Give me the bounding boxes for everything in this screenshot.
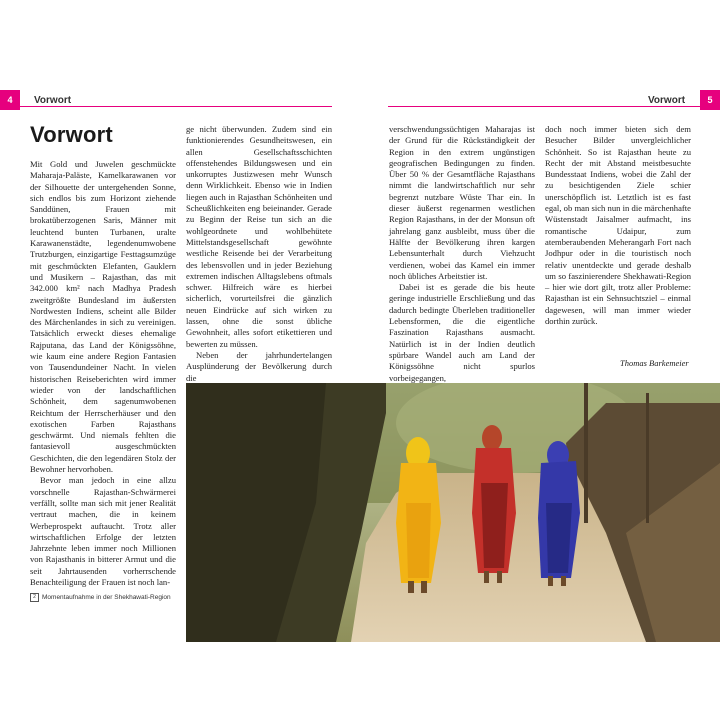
left-header-rule — [20, 106, 332, 107]
paragraph: Mit Gold und Juwelen geschmückte Maharaja-Paläste, Kamelkarawanen vor der Silhouette der untergehenden Sonne, sich endlos bis zum Horizont ziehende Sanddünen, Frauen mit brokatüberzogenen Saris, Männer mit leuchtend bunten Turbanen, uralte Karawanenstädte, legendenumwobene Trutzburgen, einzigartige Festtagsumzüge mit geschmückten Elefanten, Gauklern und Musikern – Rajasthan, das mit 342.000 km² nach Madhya Pradesh zweitgrößte Bundesland im äußersten Nordwesten Indiens, scheint alle Bilder des Märchenlandes in sich zu vereinigen. Tatsächlich erweckt dieses ehemalige Rajputana, das Land der Königssöhne, wie kaum eine andere Region Fantasien von Tausendundeiner Nacht. In vielen historischen Reiseberichten wird immer wieder von der landschaftlichen Schönheit, dem sagenumwobenen Reichtum der Herrscherhäuser und den exotischen Farben Rajasthans geschwärmt. Und niemals fehlten die fantasievoll ausgeschmückten Geschichten, die den legendären Stolz der Bewohner hervorhoben. — [30, 159, 176, 475]
paragraph: doch noch immer bieten sich dem Besucher Bilder unvergleichlicher Schönheit. So ist Rajasthan heute zu Recht der mit Abstand meistbesuchte Bundesstaat Indiens, wobei die Zahl der zu besichtigenden Ziele schier unerschöpflich ist. Letztlich ist es fast egal, ob man sich nun in die märchenhafte Wüstenstadt Jaisalmer aufmacht, ins romantische Udaipur, zum atemberaubenden Meherangarh Fort nach Jodhpur oder in die touristisch noch relativ unentdeckte und gerade deshalb um so faszinierendere Shekhawati-Region – hier wie dort gilt, trotz aller Probleme: Rajasthan ist ein Sehnsuchtsziel – einmal dagewesen, will man immer wieder dorthin zurück. — [545, 124, 691, 327]
woman-red-sari — [472, 425, 516, 583]
paragraph: Neben der jahrhundertelangen Ausplünderung der Bevölkerung durch die — [186, 349, 332, 383]
photo-women-on-path — [186, 383, 720, 642]
photo-caption — [30, 593, 171, 602]
text-column-2 — [186, 124, 332, 384]
right-running-title: Vorwort — [648, 95, 686, 106]
right-page-number-tab — [700, 90, 720, 110]
author-signature: Thomas Barkemeier — [620, 358, 689, 368]
left-page-number: 4 — [7, 95, 13, 105]
paragraph: Dabei ist es gerade die bis heute geringe industrielle Erschließung und das dadurch bedingte Überleben traditioneller Lebensformen, die die eigentliche Faszination Rajasthans ausmacht. Natürlich ist in der Indien deutlich spürbare Wandel auch am Land der Königssöhne nicht spurlos vorbeigegangen, — [389, 282, 535, 383]
page-title: Vorwort — [30, 122, 113, 147]
left-running-title: Vorwort — [34, 95, 72, 106]
left-page-number-tab — [0, 90, 20, 110]
caption-number-icon: 2 — [30, 593, 39, 602]
paragraph: ge nicht überwunden. Zudem sind ein funktionierendes Gesundheitswesen, ein allen Gesellschaftsschichten offenstehendes Bildungswesen und ein unkorruptes Justizwesen mehr Wunsch denn Wirklichkeit. Ebenso wie in Indien liegen auch in Rajasthan Schönheiten und Scheußlichkeiten eng beieinander. Gerade zu Beginn der Reise tun sich an die wohlgeordnete und wohlbehütete Mittelstandsgesellschaft gewöhnte westliche Reisende bei der Verarbeitung des lebensvollen und in jeder Beziehung extremen indischen Alltagslebens oftmals schwer. Hilfreich wäre es hierbei sicherlich, vorurteilsfrei die gänzlich neuen Eindrücke auf sich wirken zu lassen, ohne die sonst übliche Gewohnheit, alles sofort etikettieren und bewerten zu müssen. — [186, 124, 332, 349]
right-header-rule — [388, 106, 700, 107]
paragraph: verschwendungssüchtigen Maharajas ist der Grund für die Rückständigkeit der Region in den extrem ungünstigen geografischen Bedingungen zu finden. Über 50 % der Gesamtfläche Rajasthans nimmt die landwirtschaftlich nur sehr begrenzt nutzbare Wüste Thar ein. In dieser äußerst regenarmen westlichen Region Rajasthans, in der der Monsun oft jahrelang ganz ausbleibt, muss über die Hälfte der Bevölkerung ihren kargen Lebensunterhalt durch Viehzucht verdienen, wobei das Kamel ein immer noch übliches Arbeitstier ist. — [389, 124, 535, 281]
right-page-number: 5 — [707, 95, 713, 105]
text-column-3 — [389, 124, 535, 384]
text-column-1 — [30, 159, 176, 588]
caption-text: Momentaufnahme in der Shekhawati-Region — [42, 594, 171, 601]
paragraph: Bevor man jedoch in eine allzu vorschnelle Rajasthan-Schwärmerei verfällt, sollte man sich mit jener Realität vertraut machen, die in keinem Werbeprospekt auftaucht. Trotz aller wirtschaftlichen Erfolge der letzten Jahrzehnte leben immer noch Millionen von Rajasthanis in bitterer Armut und die seit Jahrtausenden vorherrschende Benachteiligung der Frauen ist noch lan- — [30, 475, 176, 587]
text-column-4 — [545, 124, 691, 327]
